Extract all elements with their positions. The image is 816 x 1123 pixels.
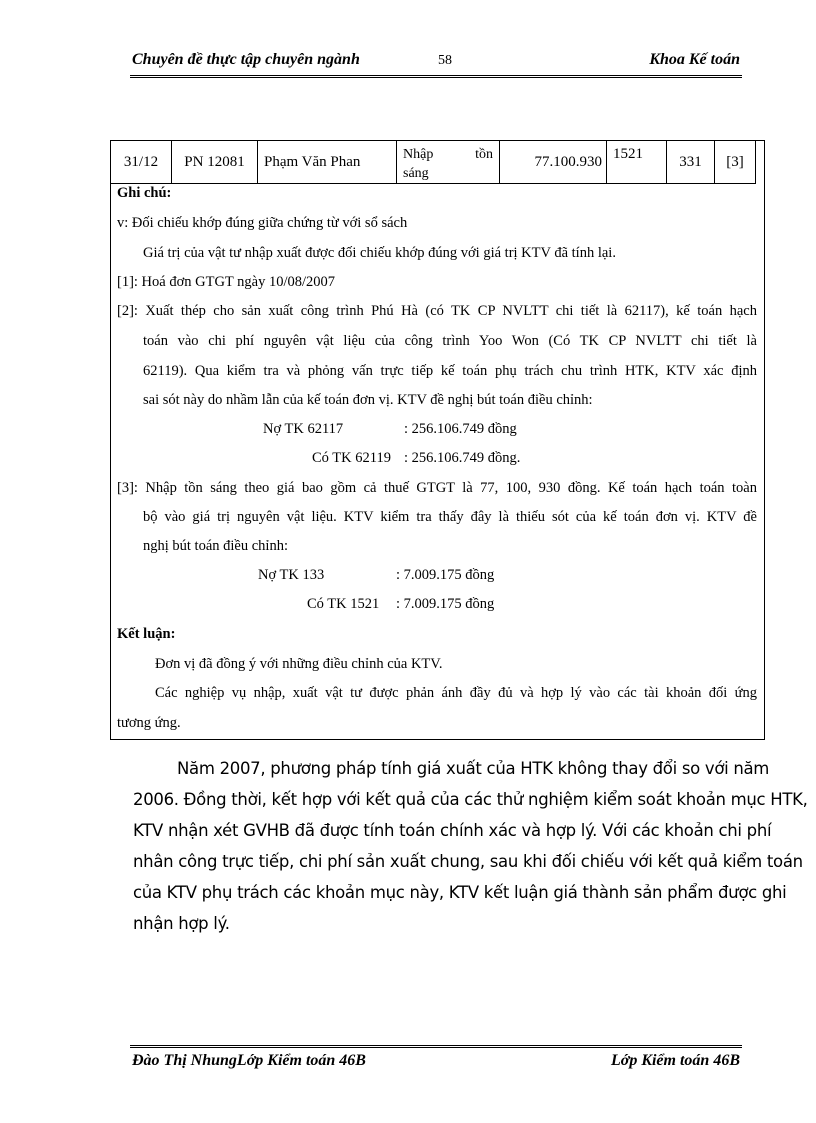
cell-date: 31/12 [111,141,171,184]
cell-reference: [3] [714,141,756,184]
entry-debit: Nợ TK 133 [258,567,325,583]
cell-voucher: PN 12081 [171,141,257,184]
entry-debit: Nợ TK 62117 [263,421,344,437]
paragraph-line: KTV nhận xét GVHB đã được tính toán chính xác và hợp lý. Với các khoản chi phí [133,821,772,840]
footer-rule [130,1045,742,1048]
entry-debit-amount: : 7.009.175 đồng [396,567,495,583]
conclusion-line: tương ứng. [117,715,181,731]
note-line: v: Đối chiếu khớp đúng giữa chứng từ với sổ sách [117,215,408,231]
cell-description [396,141,499,184]
note-line: sai sót này do nhầm lẫn của kế toán đơn vị. KTV đề nghị bút toán điều chỉnh: [143,392,593,408]
note-line: bộ vào giá trị nguyên vật liệu. KTV kiểm tra thấy đây là thiếu sót của kế toán đơn vị. KTV đề [143,509,757,525]
entry-credit-amount: : 256.106.749 đồng. [404,450,521,466]
cell-amount: 77.100.930 [499,141,606,184]
conclusion-heading: Kết luận: [117,626,176,642]
note-line: Giá trị của vật tư nhập xuất được đối chiếu khớp đúng với giá trị KTV đã tính lại. [143,245,616,261]
page-footer [130,1052,742,1076]
entry-debit-amount: : 256.106.749 đồng [404,421,517,437]
entry-credit: Có TK 62119 [312,450,391,466]
paragraph-line: 2006. Đồng thời, kết hợp với kết quả của các thử nghiệm kiểm soát khoản mục HTK, [133,790,808,809]
conclusion-line: Các nghiệp vụ nhập, xuất vật tư được phản ánh đầy đủ và hợp lý vào các tài khoản đối ứng [155,685,757,701]
desc-word-2: tồn [475,147,493,162]
conclusion-line: Đơn vị đã đồng ý với những điều chỉnh của KTV. [155,656,443,672]
note-line: [1]: Hoá đơn GTGT ngày 10/08/2007 [117,274,336,290]
table-row [111,141,764,184]
note-line: toán vào chi phí nguyên vật liệu của công trình Yoo Won (Có TK CP NVLTT chi tiết là [143,333,757,349]
cell-name: Phạm Văn Phan [257,141,396,184]
audit-table-box [110,140,765,740]
paragraph-line: Năm 2007, phương pháp tính giá xuất của HTK không thay đổi so với năm [177,759,770,778]
header-rule [130,75,742,78]
paragraph-line: nhận hợp lý. [133,914,230,933]
entry-credit-amount: : 7.009.175 đồng [396,596,495,612]
header-title: Chuyên đề thực tập chuyên ngành [132,51,360,68]
desc-word-1: Nhập [403,147,434,162]
paragraph-line: của KTV phụ trách các khoản mục này, KTV kết luận giá thành sản phẩm được ghi [133,883,787,902]
notes-heading: Ghi chú: [117,185,172,201]
note-line: 62119). Qua kiểm tra và phỏng vấn trực tiếp kế toán phụ trách chu trình HTK, KTV xác định [143,363,757,379]
footer-class: Lớp Kiểm toán 46B [610,1052,740,1069]
cell-credit-account: 331 [666,141,714,184]
note-line: [3]: Nhập tồn sáng theo giá bao gồm cả thuế GTGT là 77, 100, 930 đồng. Kế toán hạch toán toàn [117,480,757,496]
header-department: Khoa Kế toán [649,51,740,68]
page-number: 58 [438,53,452,68]
note-line: [2]: Xuất thép cho sản xuất công trình Phú Hà (có TK CP NVLTT chi tiết là 62117), kế toán hạch [117,303,757,319]
footer-author: Đào Thị NhungLớp Kiểm toán 46B [132,1052,366,1069]
desc-word-3: sáng [403,166,429,181]
cell-debit-account: 1521 [606,141,666,184]
body-paragraph [133,753,808,939]
paragraph-line: nhân công trực tiếp, chi phí sản xuất chung, sau khi đối chiếu với kết quả kiểm toán [133,852,803,871]
page-header [130,51,742,75]
entry-credit: Có TK 1521 [307,596,380,612]
note-line: nghị bút toán điều chỉnh: [143,538,288,554]
